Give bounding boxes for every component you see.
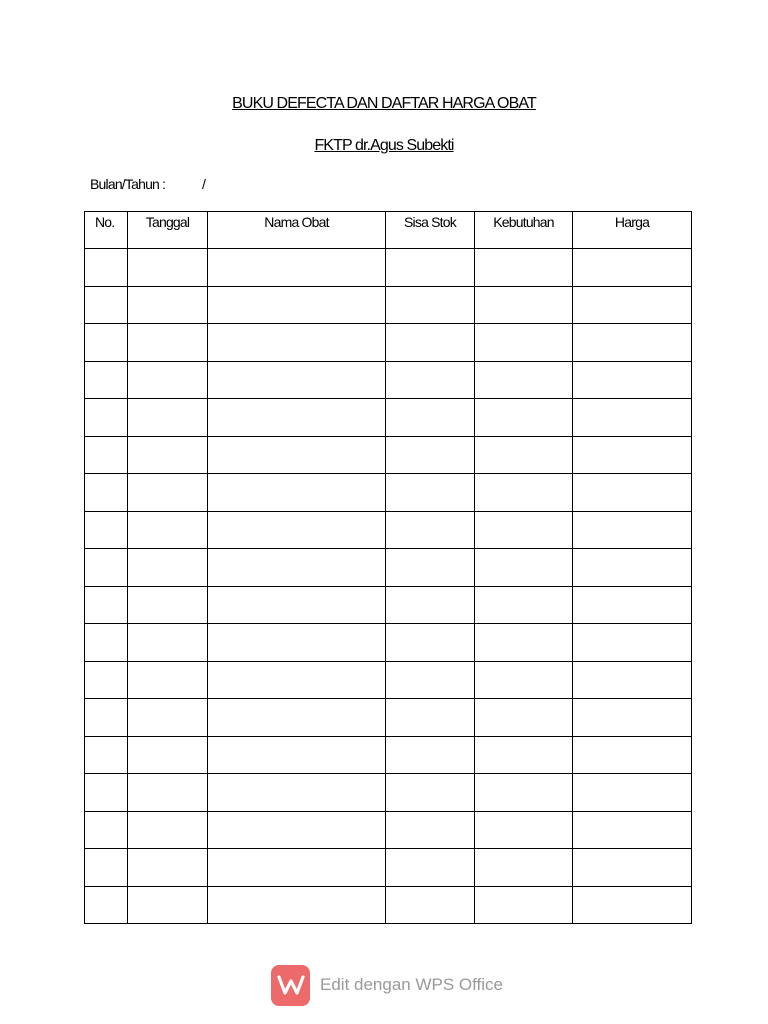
column-header-nama-obat: Nama Obat bbox=[208, 212, 386, 249]
table-cell bbox=[386, 886, 475, 924]
table-cell bbox=[85, 286, 128, 324]
table-cell bbox=[386, 736, 475, 774]
table-cell bbox=[128, 661, 208, 699]
table-cell bbox=[85, 436, 128, 474]
table-cell bbox=[85, 774, 128, 812]
table-cell bbox=[573, 661, 692, 699]
table-cell bbox=[386, 361, 475, 399]
table-cell bbox=[475, 249, 573, 287]
table-cell bbox=[208, 699, 386, 737]
table-cell bbox=[573, 811, 692, 849]
column-header-kebutuhan: Kebutuhan bbox=[475, 212, 573, 249]
table-cell bbox=[573, 886, 692, 924]
period-separator: / bbox=[202, 176, 206, 192]
table-cell bbox=[573, 774, 692, 812]
table-cell bbox=[386, 286, 475, 324]
table-cell bbox=[386, 474, 475, 512]
table-row bbox=[85, 886, 692, 924]
table-cell bbox=[475, 324, 573, 362]
table-cell bbox=[475, 736, 573, 774]
table-cell bbox=[85, 624, 128, 662]
table-body bbox=[85, 249, 692, 924]
table-cell bbox=[128, 774, 208, 812]
table-cell bbox=[128, 586, 208, 624]
table-cell bbox=[386, 399, 475, 437]
table-cell bbox=[573, 849, 692, 887]
table-cell bbox=[85, 886, 128, 924]
table-cell bbox=[386, 549, 475, 587]
table-cell bbox=[475, 361, 573, 399]
table-cell bbox=[128, 549, 208, 587]
table-cell bbox=[208, 249, 386, 287]
table-row bbox=[85, 549, 692, 587]
table-row bbox=[85, 849, 692, 887]
table-cell bbox=[475, 549, 573, 587]
table-cell bbox=[386, 436, 475, 474]
table-cell bbox=[85, 586, 128, 624]
table-cell bbox=[128, 811, 208, 849]
table-cell bbox=[475, 774, 573, 812]
defecta-table bbox=[84, 211, 692, 924]
table-cell bbox=[128, 699, 208, 737]
table-cell bbox=[128, 736, 208, 774]
table-cell bbox=[386, 774, 475, 812]
table-cell bbox=[475, 886, 573, 924]
column-header-no: No. bbox=[85, 212, 128, 249]
table-cell bbox=[386, 324, 475, 362]
table-cell bbox=[573, 286, 692, 324]
table-row bbox=[85, 399, 692, 437]
table-cell bbox=[208, 661, 386, 699]
column-header-tanggal: Tanggal bbox=[128, 212, 208, 249]
table-cell bbox=[128, 399, 208, 437]
table-cell bbox=[85, 849, 128, 887]
table-cell bbox=[573, 736, 692, 774]
table-cell bbox=[573, 624, 692, 662]
table-cell bbox=[386, 249, 475, 287]
table-row bbox=[85, 774, 692, 812]
table-cell bbox=[85, 549, 128, 587]
table-cell bbox=[475, 474, 573, 512]
table-row bbox=[85, 624, 692, 662]
table-cell bbox=[475, 661, 573, 699]
table-row bbox=[85, 586, 692, 624]
table-cell bbox=[85, 699, 128, 737]
table-row bbox=[85, 661, 692, 699]
table-cell bbox=[128, 324, 208, 362]
table-cell bbox=[85, 811, 128, 849]
table-cell bbox=[386, 849, 475, 887]
table-cell bbox=[573, 249, 692, 287]
table-cell bbox=[573, 361, 692, 399]
table-cell bbox=[208, 549, 386, 587]
table-cell bbox=[208, 324, 386, 362]
table-row bbox=[85, 324, 692, 362]
table-cell bbox=[208, 774, 386, 812]
document-title: BUKU DEFECTA DAN DAFTAR HARGA OBAT bbox=[232, 95, 536, 112]
table-cell bbox=[128, 849, 208, 887]
table-cell bbox=[475, 624, 573, 662]
table-cell bbox=[208, 736, 386, 774]
table-cell bbox=[573, 549, 692, 587]
table-cell bbox=[573, 586, 692, 624]
table-row bbox=[85, 286, 692, 324]
table-cell bbox=[128, 286, 208, 324]
wps-edit-link[interactable]: Edit dengan WPS Office bbox=[320, 975, 504, 994]
table-cell bbox=[128, 474, 208, 512]
table-cell bbox=[208, 849, 386, 887]
table-cell bbox=[85, 736, 128, 774]
table-cell bbox=[85, 661, 128, 699]
table-cell bbox=[85, 249, 128, 287]
table-cell bbox=[128, 436, 208, 474]
table-cell bbox=[208, 361, 386, 399]
table-row bbox=[85, 511, 692, 549]
table-cell bbox=[208, 436, 386, 474]
wps-logo-icon[interactable] bbox=[271, 965, 310, 1006]
table-cell bbox=[573, 324, 692, 362]
table-cell bbox=[128, 511, 208, 549]
table-cell bbox=[386, 699, 475, 737]
table-cell bbox=[475, 586, 573, 624]
table-cell bbox=[128, 886, 208, 924]
period-label: Bulan/Tahun : bbox=[90, 176, 166, 192]
table-cell bbox=[475, 399, 573, 437]
period-field bbox=[90, 176, 206, 192]
table-cell bbox=[128, 249, 208, 287]
wps-edit-banner[interactable] bbox=[271, 964, 503, 1006]
table-cell bbox=[128, 361, 208, 399]
table-cell bbox=[85, 399, 128, 437]
column-header-harga: Harga bbox=[573, 212, 692, 249]
column-header-sisa-stok: Sisa Stok bbox=[386, 212, 475, 249]
table-row bbox=[85, 699, 692, 737]
table-cell bbox=[85, 361, 128, 399]
table-cell bbox=[475, 436, 573, 474]
table-cell bbox=[85, 324, 128, 362]
table-cell bbox=[475, 511, 573, 549]
table-row bbox=[85, 811, 692, 849]
table-cell bbox=[386, 586, 475, 624]
table-cell bbox=[208, 474, 386, 512]
table-cell bbox=[386, 661, 475, 699]
table-cell bbox=[85, 474, 128, 512]
table-cell bbox=[573, 474, 692, 512]
table-cell bbox=[475, 849, 573, 887]
table-cell bbox=[208, 811, 386, 849]
table-cell bbox=[475, 699, 573, 737]
table-cell bbox=[386, 511, 475, 549]
table-header-row bbox=[85, 212, 692, 249]
table-cell bbox=[128, 624, 208, 662]
table-cell bbox=[208, 886, 386, 924]
table-cell bbox=[573, 399, 692, 437]
table-cell bbox=[208, 511, 386, 549]
table-row bbox=[85, 249, 692, 287]
table-cell bbox=[208, 286, 386, 324]
table-cell bbox=[573, 436, 692, 474]
table-cell bbox=[208, 624, 386, 662]
table-cell bbox=[208, 586, 386, 624]
table-row bbox=[85, 436, 692, 474]
table-cell bbox=[208, 399, 386, 437]
table-cell bbox=[85, 511, 128, 549]
table-cell bbox=[573, 511, 692, 549]
table-cell bbox=[573, 699, 692, 737]
table-cell bbox=[386, 624, 475, 662]
table-row bbox=[85, 474, 692, 512]
table-row bbox=[85, 361, 692, 399]
table-cell bbox=[386, 811, 475, 849]
table-row bbox=[85, 736, 692, 774]
table-cell bbox=[475, 811, 573, 849]
document-subtitle: FKTP dr.Agus Subekti bbox=[314, 137, 454, 154]
table-cell bbox=[475, 286, 573, 324]
